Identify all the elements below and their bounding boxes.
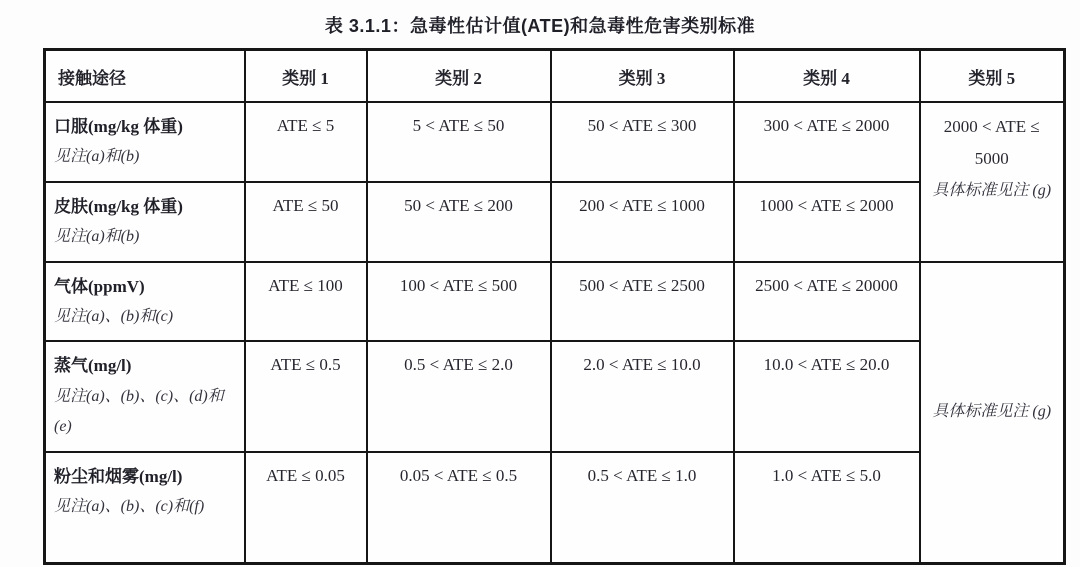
route-cell-gas xyxy=(45,262,245,342)
cell-dust-cat3: 0.5 < ATE ≤ 1.0 xyxy=(551,452,734,564)
cell-oral-cat3: 50 < ATE ≤ 300 xyxy=(551,102,734,182)
cell-oral-cat1: ATE ≤ 5 xyxy=(245,102,367,182)
cell-dermal-cat4: 1000 < ATE ≤ 2000 xyxy=(734,182,920,262)
table-row-dermal xyxy=(45,182,1065,262)
route-note: 见注(a)和(b) xyxy=(54,148,140,166)
cat5-range: 2000 < ATE ≤ 5000 xyxy=(943,117,1040,169)
route-note: 见注(a)、(b)、(c)、(d)和(e) xyxy=(54,387,224,436)
cell-gas-cat1: ATE ≤ 100 xyxy=(245,262,367,342)
table-row-vapour xyxy=(45,341,1065,451)
cell-dermal-cat2: 50 < ATE ≤ 200 xyxy=(367,182,551,262)
route-name: 蒸气(mg/l) xyxy=(54,356,132,376)
cell-vapour-cat1: ATE ≤ 0.5 xyxy=(245,341,367,451)
cell-vapour-cat2: 0.5 < ATE ≤ 2.0 xyxy=(367,341,551,451)
route-cell-vapour xyxy=(45,341,245,451)
cell-gas-cat4: 2500 < ATE ≤ 20000 xyxy=(734,262,920,342)
route-name: 气体(ppmV) xyxy=(54,276,145,296)
cell-vapour-cat4: 10.0 < ATE ≤ 20.0 xyxy=(734,341,920,451)
ate-category-table xyxy=(43,48,1066,565)
cell-dermal-cat1: ATE ≤ 50 xyxy=(245,182,367,262)
route-name: 皮肤(mg/kg 体重) xyxy=(54,196,183,216)
cell-oral-cat2: 5 < ATE ≤ 50 xyxy=(367,102,551,182)
cat5-note: 具体标准见注 (g) xyxy=(932,181,1052,199)
table-row-gas xyxy=(45,262,1065,342)
cell-cat5-oral-dermal xyxy=(920,102,1065,262)
route-name: 粉尘和烟雾(mg/l) xyxy=(54,466,183,486)
route-note: 见注(a)、(b)、(c)和(f) xyxy=(54,498,205,516)
cell-dermal-cat3: 200 < ATE ≤ 1000 xyxy=(551,182,734,262)
cell-cat5-inhalation xyxy=(920,262,1065,564)
header-category-4: 类别 4 xyxy=(734,50,920,103)
header-category-5: 类别 5 xyxy=(920,50,1065,103)
cell-vapour-cat3: 2.0 < ATE ≤ 10.0 xyxy=(551,341,734,451)
table-row-oral xyxy=(45,102,1065,182)
cell-gas-cat3: 500 < ATE ≤ 2500 xyxy=(551,262,734,342)
header-row xyxy=(45,50,1065,103)
table-row-dust-mist xyxy=(45,452,1065,564)
route-cell-oral xyxy=(45,102,245,182)
table-title: 表 3.1.1：急毒性估计值(ATE)和急毒性危害类别标准 xyxy=(324,16,756,36)
route-note: 见注(a)和(b) xyxy=(54,228,140,246)
route-note: 见注(a)、(b)和(c) xyxy=(54,308,174,326)
header-route: 接触途径 xyxy=(45,50,245,103)
route-name: 口服(mg/kg 体重) xyxy=(54,117,183,136)
route-cell-dermal xyxy=(45,182,245,262)
route-cell-dust-mist xyxy=(45,452,245,564)
header-category-1: 类别 1 xyxy=(245,50,367,103)
cell-dust-cat2: 0.05 < ATE ≤ 0.5 xyxy=(367,452,551,564)
header-category-2: 类别 2 xyxy=(367,50,551,103)
cell-oral-cat4: 300 < ATE ≤ 2000 xyxy=(734,102,920,182)
header-category-3: 类别 3 xyxy=(551,50,734,103)
cell-dust-cat1: ATE ≤ 0.05 xyxy=(245,452,367,564)
cell-gas-cat2: 100 < ATE ≤ 500 xyxy=(367,262,551,342)
cat5-note: 具体标准见注 (g) xyxy=(932,403,1052,421)
cell-dust-cat4: 1.0 < ATE ≤ 5.0 xyxy=(734,452,920,564)
